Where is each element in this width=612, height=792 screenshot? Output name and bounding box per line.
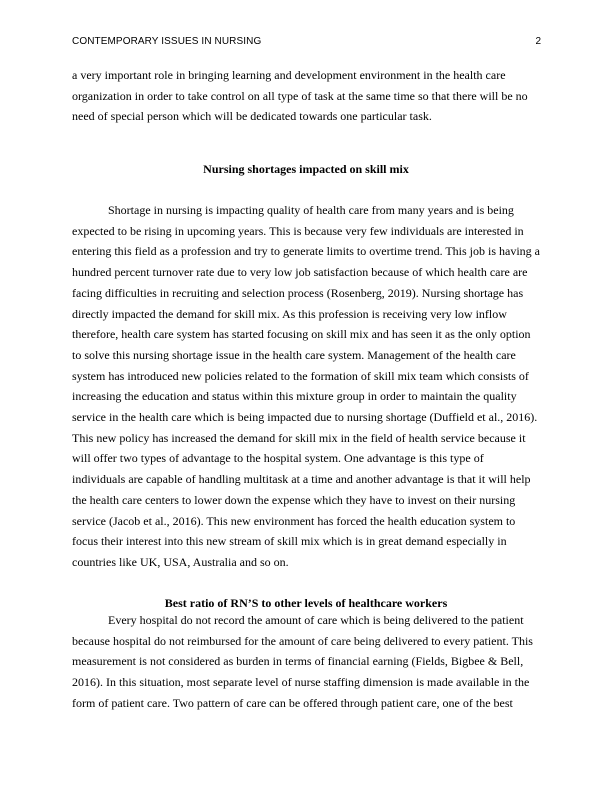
body-paragraph: Shortage in nursing is impacting quality of health care from many years and is being expected to be rising in upcoming years. This is because very few individuals are interested in entering this field as a profession and try to generate limits to overtime trend. This job is having a hundred percent turnover rate due to very low job satisfaction because of which health care are facing difficulties in recruiting and selection process (Rosenberg, 2019). Nursing shortage has directly impacted the demand for skill mix. As this profession is receiving very low inflow therefore, health care system has started focusing on skill mix and has seen it as the only option to solve this nursing shortage issue in the health care system. Management of the health care system has introduced new policies related to the formation of skill mix team which consists of increasing the education and status within this mixture group in order to maintain the quality service in the health care which is being impacted due to nursing shortage (Duffield et al., 2016). This new policy has increased the demand for skill mix in the field of health service because it will offer two types of advantage to the hospital system. One advantage is this type of individuals are capable of handling multitask at a time and another advantage is that it will help the health care centers to lower down the expense which they have to invest on their nursing service (Jacob et al., 2016). This new environment has forced the health education system to focus their interest into this new stream of skill mix which is in great demand especially in countries like UK, USA, Australia and so on. bbox=[72, 203, 541, 569]
page-number: 2 bbox=[535, 36, 541, 47]
body-paragraph: Every hospital do not record the amount of care which is being delivered to the patient because hospital do not reimbursed for the amount of care being delivered to every patient. This measurement is not considered as burden in terms of financial earning (Fields, Bigbee & Bell, 2016). In this situation, most separate level of nurse staffing dimension is made available in the form of patient care. Two pattern of care can be offered through patient care, one of the best bbox=[72, 613, 533, 710]
section-heading: Best ratio of RN’S to other levels of healthcare workers bbox=[164, 596, 448, 610]
section-heading: Nursing shortages impacted on skill mix bbox=[203, 162, 409, 176]
running-head: CONTEMPORARY ISSUES IN NURSING bbox=[72, 36, 262, 47]
body-paragraph: a very important role in bringing learning and development environment in the health care organization in order to take control on all type of task at the same time so that there will be no need of special person which will be dedicated towards one particular task. bbox=[72, 68, 528, 124]
